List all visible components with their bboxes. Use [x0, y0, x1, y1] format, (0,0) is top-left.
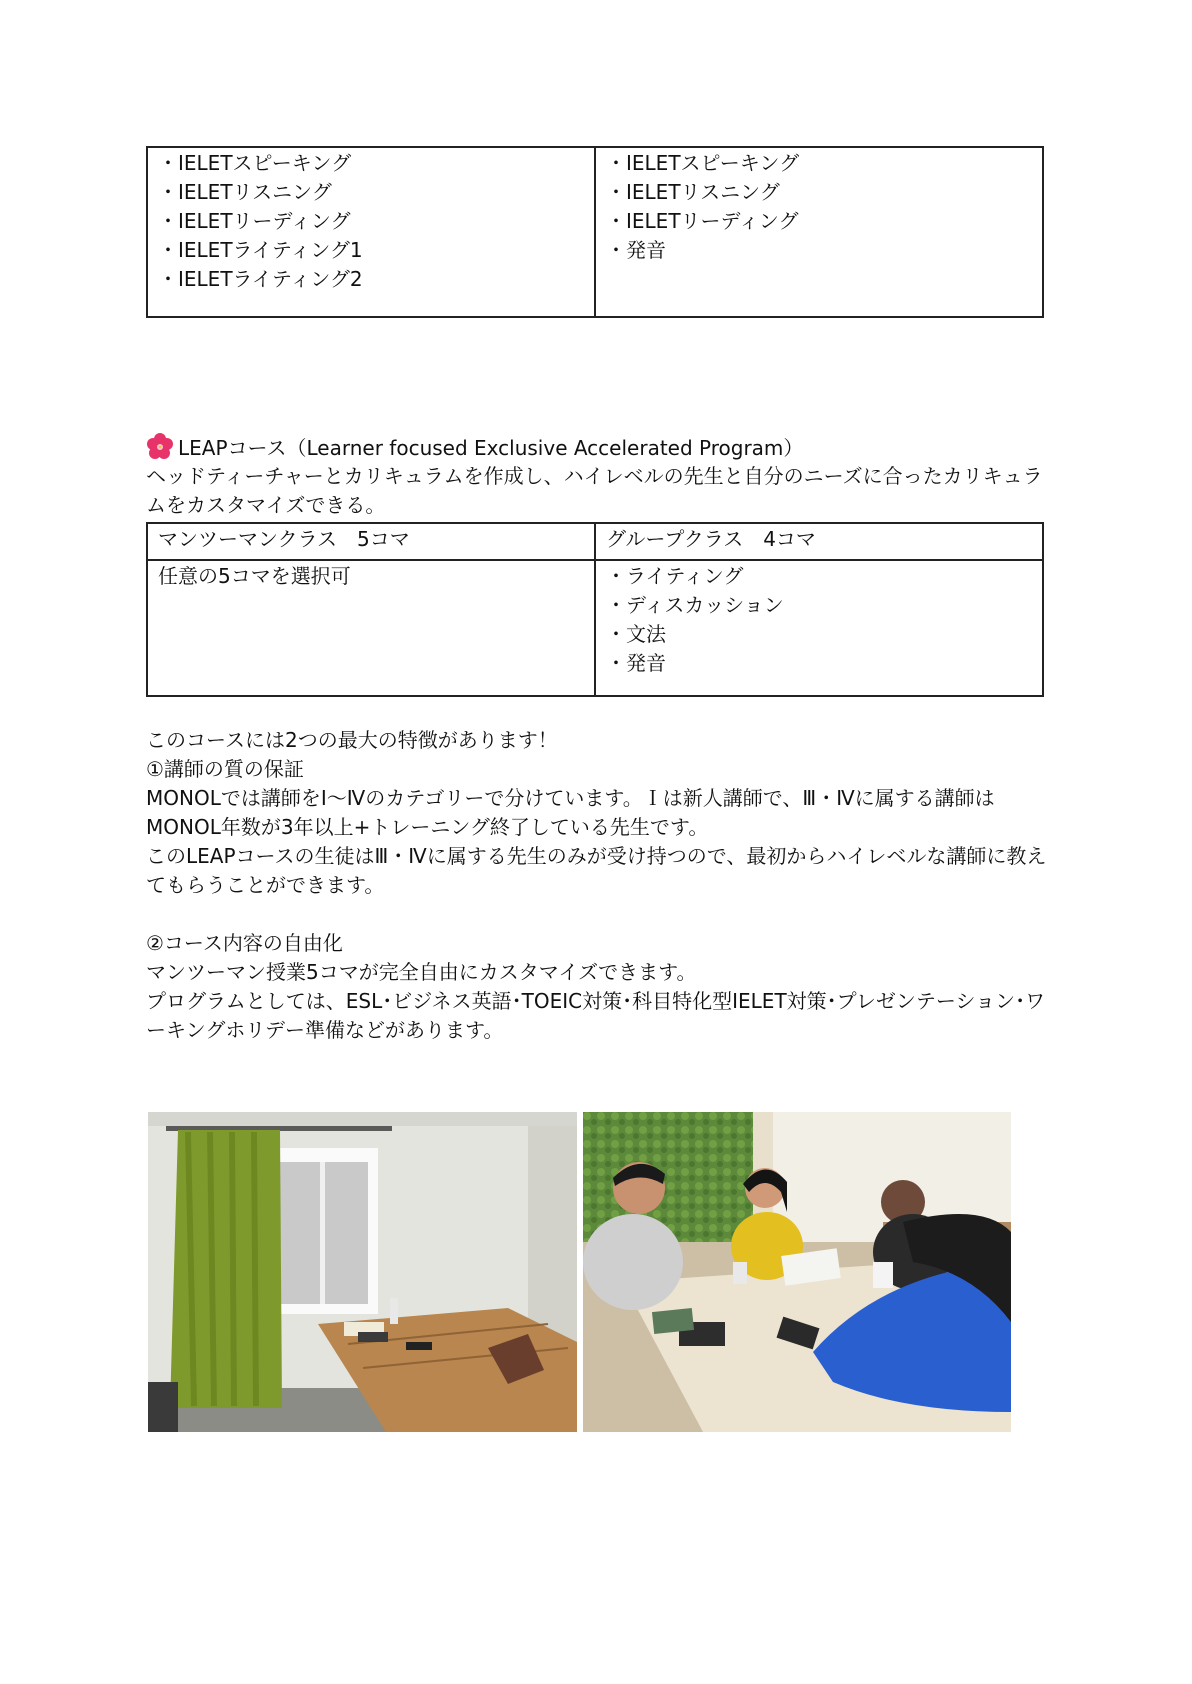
- list-item: ・文法: [606, 622, 666, 646]
- leap-course-title: LEAPコース（Learner focused Exclusive Accelerated Program）: [178, 436, 804, 460]
- feature-heading-2: ②コース内容の自由化: [146, 931, 343, 955]
- list-item: ・IELETスピーキング: [158, 151, 352, 175]
- features-intro: このコースには2つの最大の特徴があります！: [146, 728, 558, 752]
- list-item: ・IELETスピーキング: [606, 151, 800, 175]
- list-item: ・IELETリスニング: [158, 180, 332, 204]
- table2-header-group: グループクラス 4コマ: [595, 523, 1043, 560]
- classroom-photo: [148, 1112, 577, 1432]
- paragraph: プログラムとしては、ESL･ビジネス英語･TOEIC対策･科目特化型IELET対策･プレゼンテーション･ワーキングホリデー準備などがあります。: [146, 989, 1046, 1042]
- paragraph: MONOLでは講師をI～Ⅳのカテゴリーで分けています。Ｉは新人講師で、Ⅲ・Ⅳに属する講師はMONOL年数が3年以上+トレーニング終了している先生です。: [146, 786, 995, 839]
- list-item: ・IELETライティング1: [158, 238, 363, 262]
- leap-course-heading: [146, 432, 803, 463]
- table1-right-cell: [595, 147, 1043, 317]
- group-class-photo: [583, 1112, 1011, 1432]
- list-item: ・ディスカッション: [606, 593, 784, 617]
- list-item: 任意の5コマを選択可: [158, 564, 351, 588]
- leap-class-table: [146, 522, 1044, 697]
- paragraph: このLEAPコースの生徒はⅢ・Ⅳに属する先生のみが受け持つので、最初からハイレベルな講師に教えてもらうことができます。: [146, 844, 1047, 897]
- paragraph: マンツーマン授業5コマが完全自由にカスタマイズできます。: [146, 960, 697, 984]
- table2-right-body: [595, 560, 1043, 696]
- hibiscus-icon: [146, 432, 174, 460]
- list-item: ・IELETリーディング: [606, 209, 799, 233]
- ielts-curriculum-table: [146, 146, 1044, 318]
- list-item: ・IELETリーディング: [158, 209, 351, 233]
- list-item: ・発音: [606, 651, 666, 675]
- list-item: ・IELETリスニング: [606, 180, 780, 204]
- list-item: ・発音: [606, 238, 666, 262]
- table2-header-man-to-man: マンツーマンクラス 5コマ: [147, 523, 595, 560]
- leap-course-description: ヘッドティーチャーとカリキュラムを作成し、ハイレベルの先生と自分のニーズに合ったカリキュラムをカスタマイズできる。: [146, 464, 1043, 517]
- spacer: [146, 900, 1056, 929]
- table2-left-body: [147, 560, 595, 696]
- group-class-illustration: [583, 1112, 1011, 1432]
- table1-left-cell: [147, 147, 595, 317]
- list-item: ・ライティング: [606, 564, 744, 588]
- course-features-text: [146, 726, 1056, 1045]
- classroom-illustration: [148, 1112, 577, 1432]
- feature-heading-1: ①講師の質の保証: [146, 757, 304, 781]
- list-item: ・IELETライティング2: [158, 267, 363, 291]
